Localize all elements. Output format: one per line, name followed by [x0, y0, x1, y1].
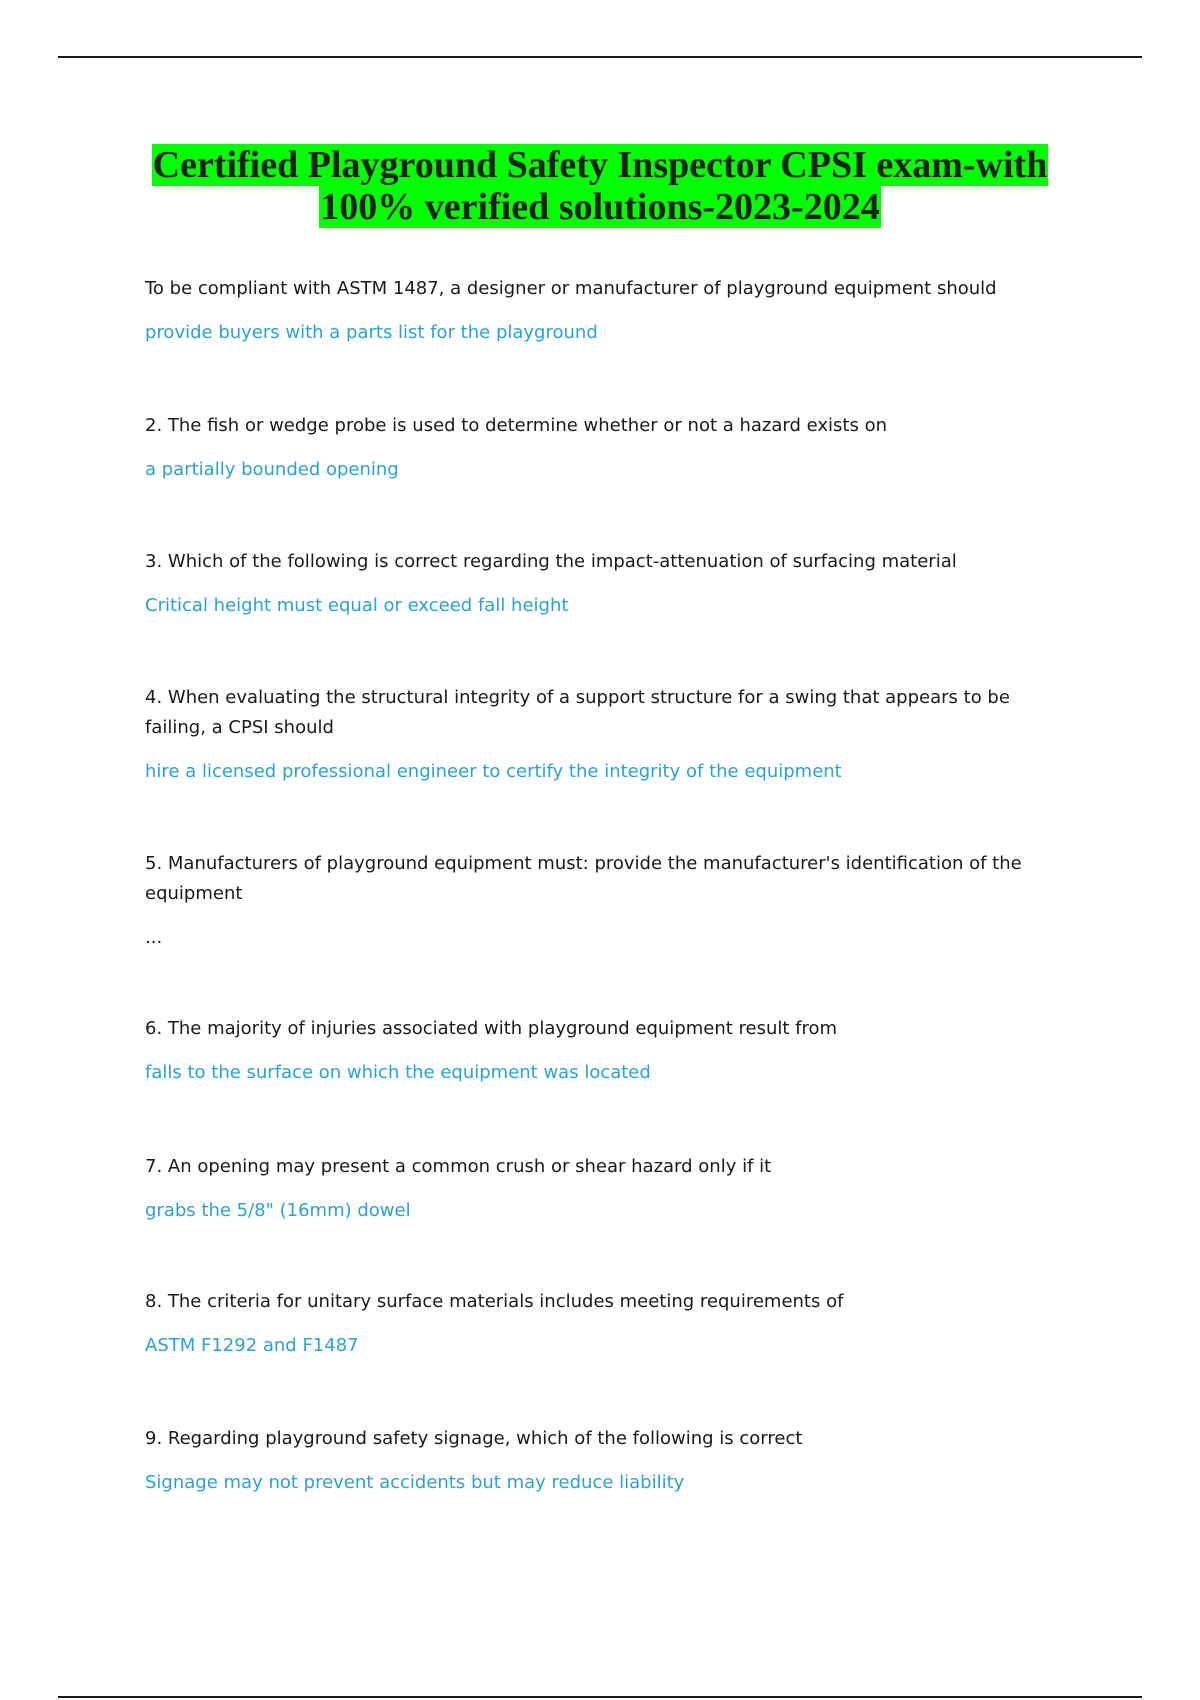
qa-item-8	[145, 1287, 1045, 1361]
qa-item-5	[145, 849, 1045, 953]
qa-item-3	[145, 547, 1045, 621]
question-text: 3. Which of the following is correct regarding the impact-attenuation of surfacing material	[145, 551, 957, 572]
question-text: 6. The majority of injuries associated with playground equipment result from	[145, 1018, 838, 1039]
qa-item-4	[145, 683, 1045, 787]
title-line-2: 100% verified solutions-2023-2024	[320, 186, 880, 228]
answer-text: ASTM F1292 and F1487	[145, 1335, 359, 1356]
question-text: 4. When evaluating the structural integrity of a support structure for a swing that appears to be failing, a CPSI should	[145, 687, 1010, 738]
qa-item-9	[145, 1424, 1045, 1498]
qa-item-6	[145, 1014, 1045, 1088]
answer-text: Signage may not prevent accidents but may reduce liability	[145, 1472, 685, 1493]
answer-text: a partially bounded opening	[145, 459, 399, 480]
top-divider	[58, 56, 1142, 58]
document-title	[0, 144, 1200, 228]
question-text: 7. An opening may present a common crush or shear hazard only if it	[145, 1156, 772, 1177]
answer-text: provide buyers with a parts list for the playground	[145, 322, 598, 343]
qa-item-1	[145, 274, 1045, 348]
answer-text: falls to the surface on which the equipment was located	[145, 1062, 651, 1083]
bottom-divider	[58, 1696, 1142, 1698]
question-text: To be compliant with ASTM 1487, a designer or manufacturer of playground equipment should	[145, 278, 997, 299]
qa-item-2	[145, 411, 1045, 485]
answer-text: Critical height must equal or exceed fall height	[145, 595, 569, 616]
answer-text: grabs the 5/8" (16mm) dowel	[145, 1200, 411, 1221]
qa-item-7	[145, 1152, 1045, 1226]
answer-text: ...	[145, 927, 163, 948]
question-text: 2. The fish or wedge probe is used to determine whether or not a hazard exists on	[145, 415, 888, 436]
answer-text: hire a licensed professional engineer to certify the integrity of the equipment	[145, 761, 842, 782]
question-text: 9. Regarding playground safety signage, which of the following is correct	[145, 1428, 803, 1449]
question-text: 5. Manufacturers of playground equipment must: provide the manufacturer's identification of the equipment	[145, 853, 1022, 904]
question-text: 8. The criteria for unitary surface materials includes meeting requirements of	[145, 1291, 844, 1312]
title-line-1: Certified Playground Safety Inspector CPSI exam-with	[152, 144, 1048, 186]
